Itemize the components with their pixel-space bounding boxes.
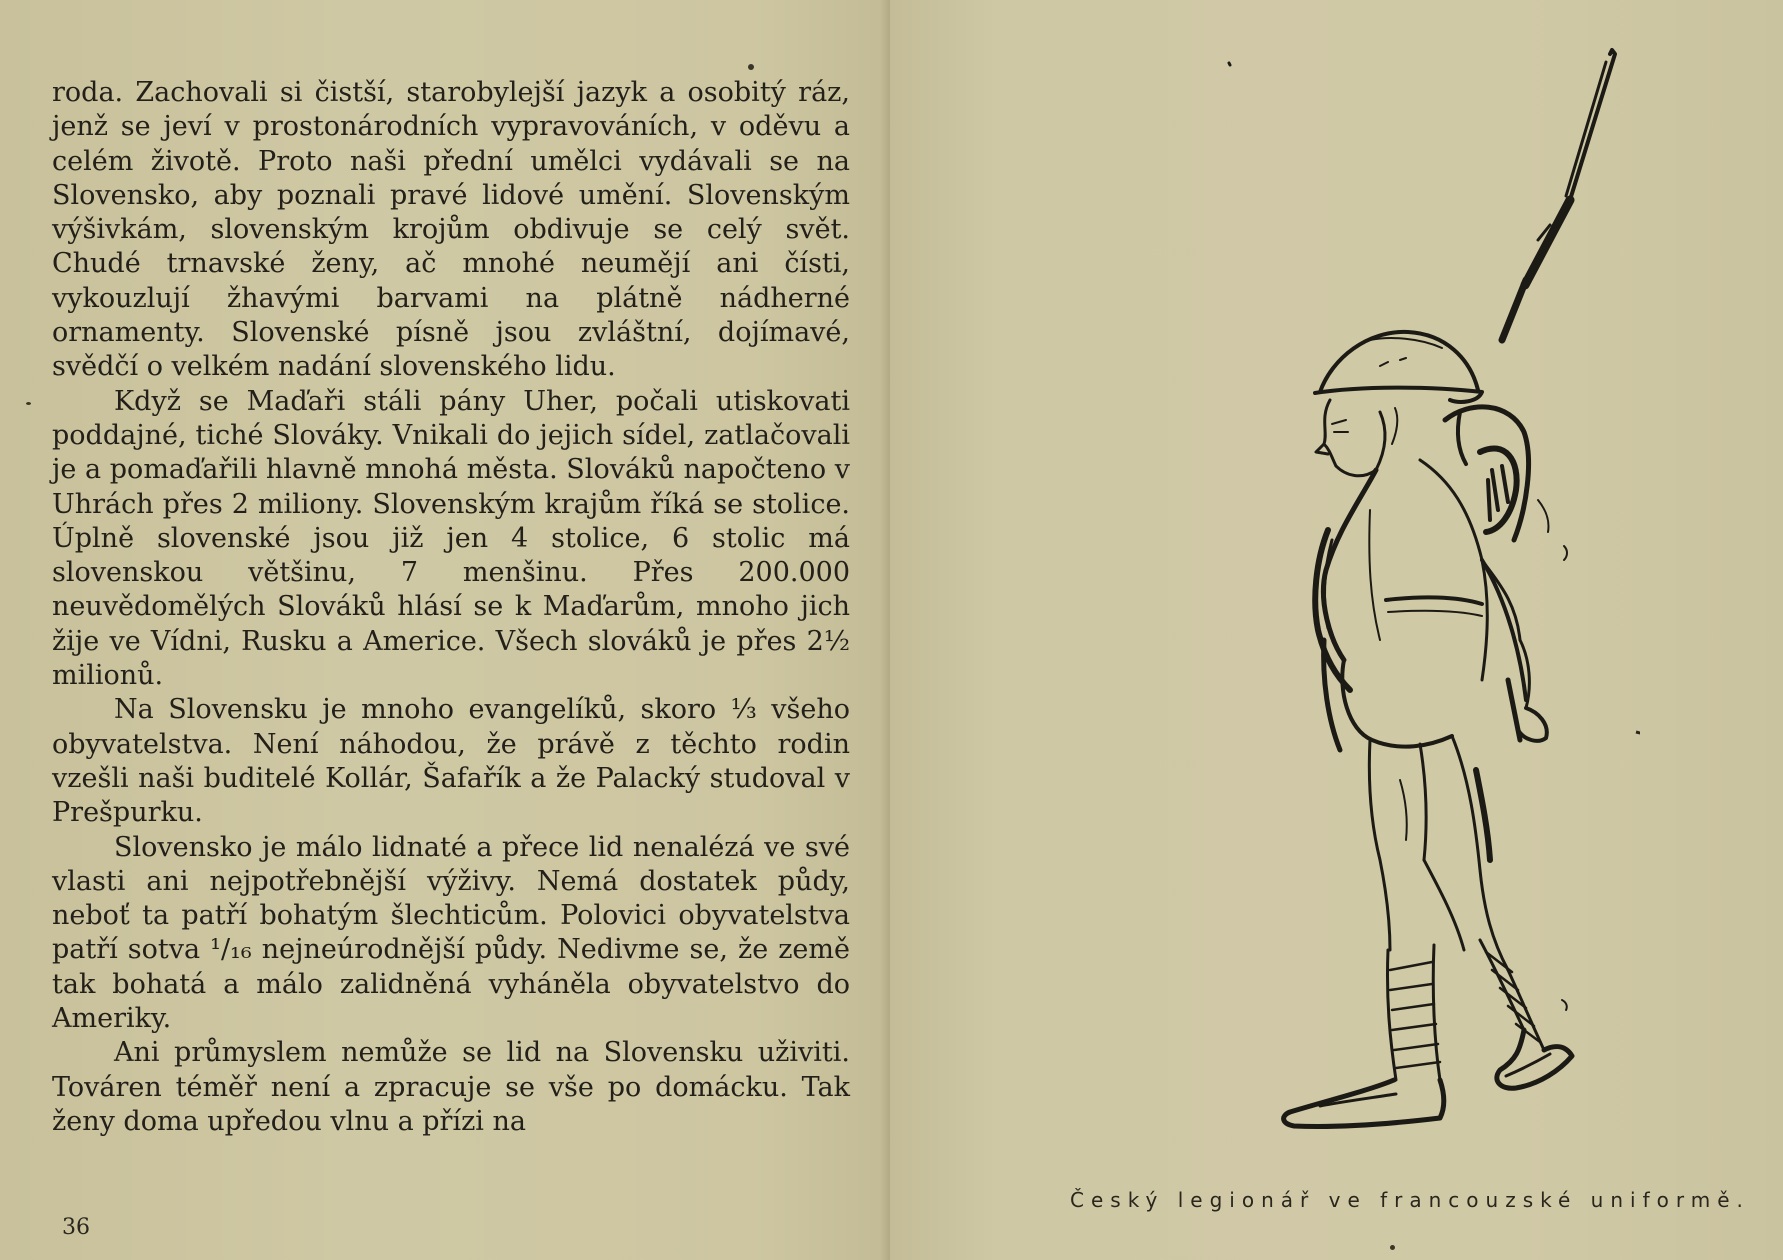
left-page — [0, 0, 890, 1260]
ink-speck — [748, 64, 754, 70]
ink-speck — [26, 402, 31, 405]
paragraph-2: Když se Maďaři stáli pány Uher, počali utiskovati poddajné, tiché Slováky. Vnikali do jejich sídel, zatlačovali je a pomaďařili hlavně mnohá města. Slováků napočteno v Uhrách přes 2 miliony. Slovenským krajům říká se stolice. Úplně slovenské jsou již jen 4 stolice, 6 stolic má slovenskou většinu, 7 menšinu. Přes 200.000 neuvědomělých Slováků hlásí se k Maďarům, mnoho jich žije ve Vídni, Rusku a Americe. Všech slováků je přes 2½ milionů. — [52, 385, 850, 692]
illustration-caption: Český legionář ve francouzské uniformě. — [1070, 1188, 1750, 1212]
rifle-drawing — [1502, 50, 1615, 340]
margin-dash — [1636, 732, 1640, 734]
backpack-drawing — [1445, 407, 1529, 540]
helmet-drawing — [1315, 332, 1482, 402]
soldier-illustration — [1220, 40, 1640, 1180]
paragraph-3: Na Slovensku je mnoho evangelíků, skoro ⅓ všeho obyvatelstva. Není náhodou, že právě z těchto rodin vzešli naši buditelé Kollár, Šafařík a že Palacký studoval v Prešpurku. — [52, 694, 850, 829]
paragraph-5: Ani průmyslem nemůže se lid na Slovensku uživiti. Továren téměř není a zpracuje se vše po domácku. Tak ženy doma upředou vlnu a přízi na — [52, 1037, 850, 1137]
page-number: 36 — [62, 1215, 90, 1240]
body-text — [52, 76, 850, 1139]
puttees-drawing — [1387, 940, 1544, 1080]
ink-speck — [1390, 1245, 1395, 1250]
paragraph-1: roda. Zachovali si čistší, starobylejší jazyk a osobitý ráz, jenž se jeví v prostonárodních vypravováních, v oděvu a celém životě. Proto naši přední umělci vydávali se na Slovensko, aby poznali pravé lidové umění. Slovenským výšivkám, slovenským krojům obdivuje se celý svět. Chudé trnavské ženy, ač mnohé neumějí ani čísti, vykouzlují žhavými barvami na plátně nádherné ornamenty. Slovenské písně jsou zvláštní, dojímavé, svědčí o velkém nadání slovenského lidu. — [52, 77, 850, 383]
head-drawing — [1316, 400, 1397, 476]
paragraph-4: Slovensko je málo lidnaté a přece lid nenalézá ve své vlasti ani nejpotřebnější výživy. Nemá dostatek půdy, neboť ta patří bohatým šlechticům. Polovici obyvatelstva patří sotva ¹/₁₆ nejneúrodnější půdy. Nedivme se, že země tak bohatá a málo zalidněná vyháněla obyvatelstvo do Ameriky. — [52, 831, 850, 1035]
